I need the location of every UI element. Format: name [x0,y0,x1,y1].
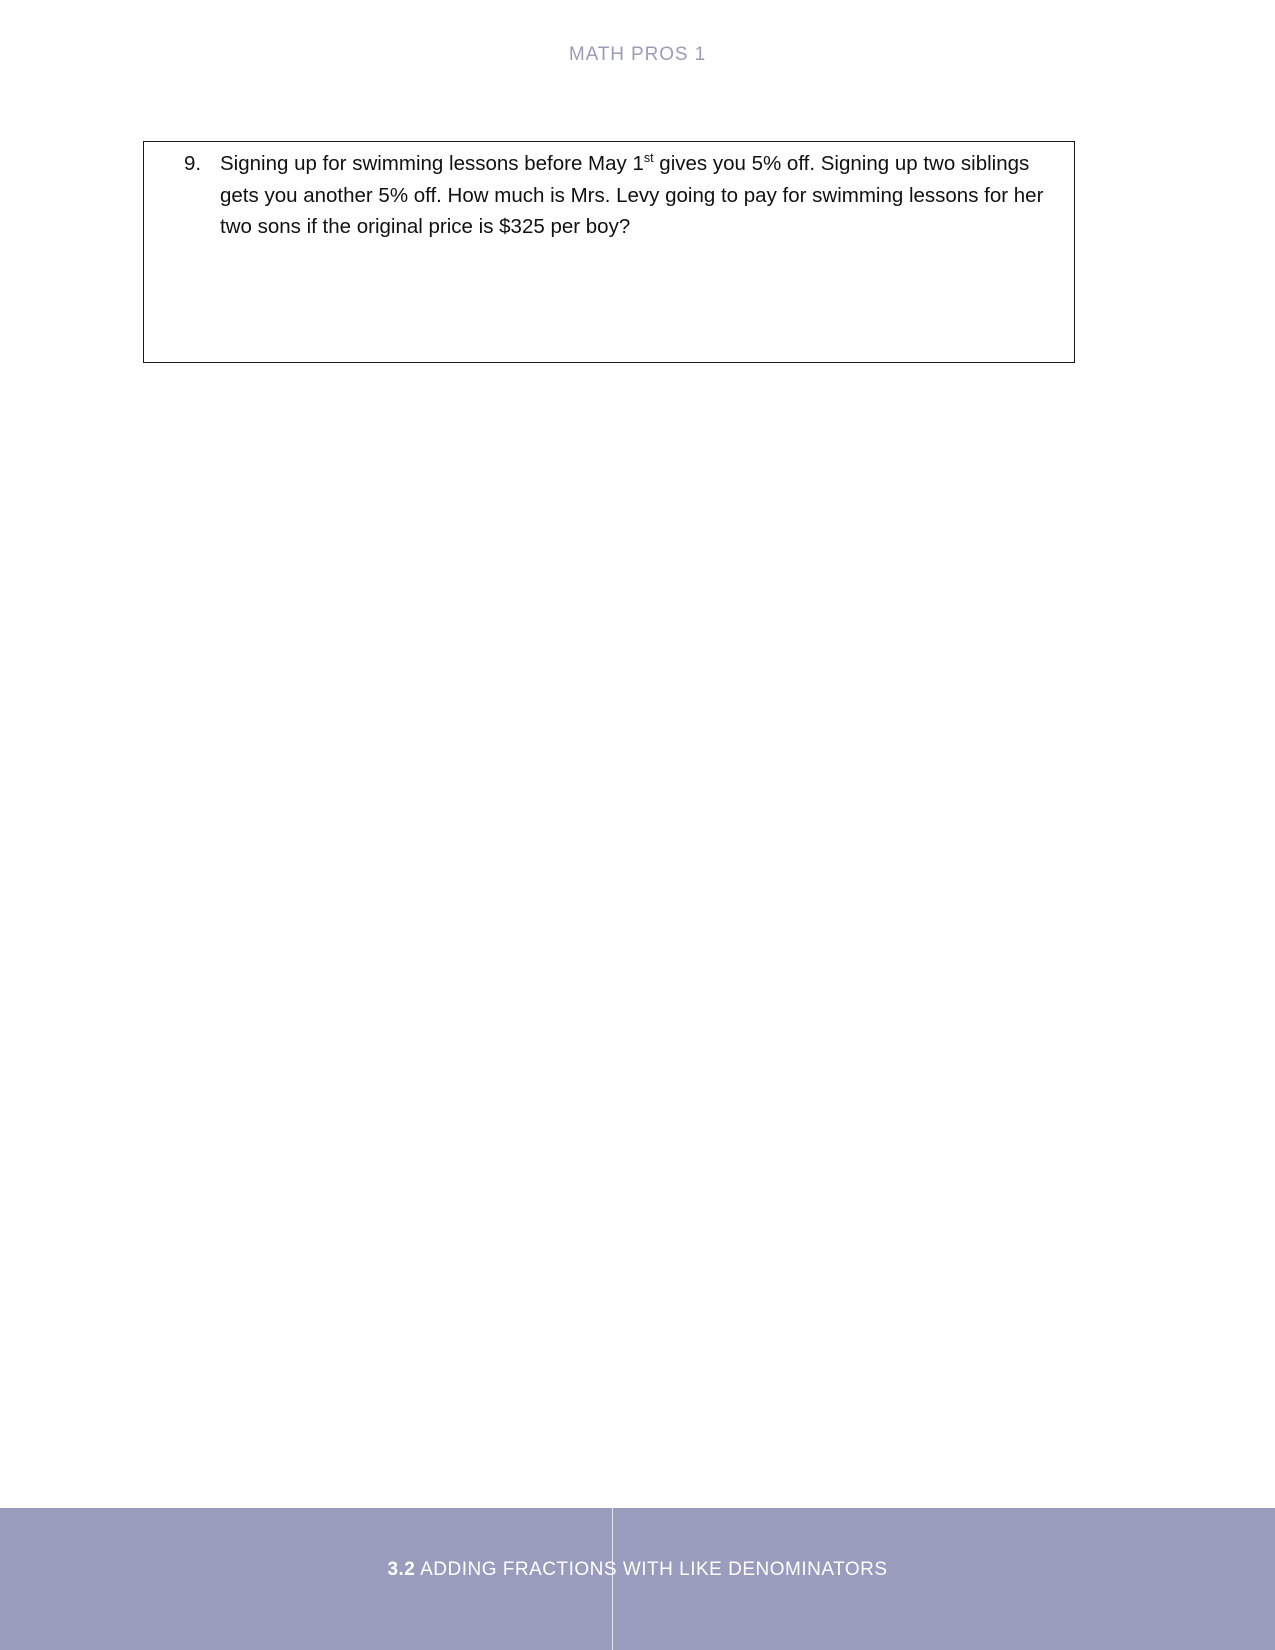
footer-content [0,1559,1275,1581]
question-text-part1: Signing up for swimming lessons before May 1 [220,152,644,175]
question-box [143,141,1075,363]
question-item [184,148,1066,243]
question-number: 9. [184,152,202,175]
question-text [220,148,1066,243]
page-footer [0,1508,1275,1650]
ordinal-suffix: st [643,151,654,166]
header-title: MATH PROS 1 [568,44,707,65]
footer-section-title: ADDING FRACTIONS WITH LIKE DENOMINATORS [415,1559,888,1580]
footer-label [387,1559,887,1580]
footer-section-number: 3.2 [387,1559,416,1580]
page-header [0,44,1275,66]
question-text-part2: gives you 5% off. Signing up two siblings gets you another 5% off. How much is Mrs. Levy going to pay for swimming lessons for her two sons if the original price is $325 per boy? [220,152,1044,238]
